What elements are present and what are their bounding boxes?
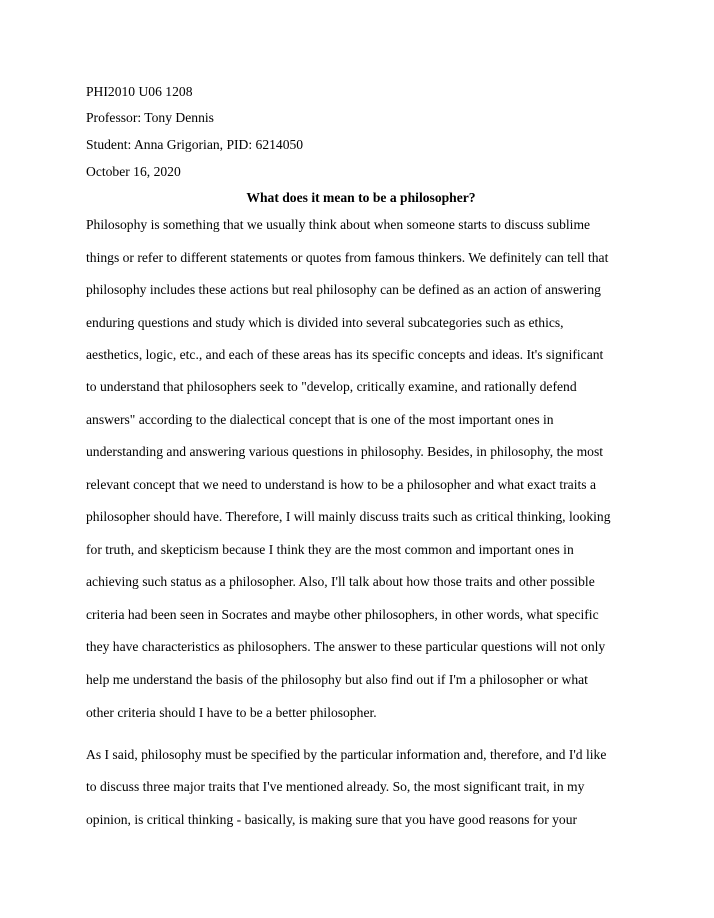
student-line: Student: Anna Grigorian, PID: 6214050 bbox=[86, 137, 304, 152]
paragraph-1-line: criteria had been seen in Socrates and maybe other philosophers, in other words, what specific bbox=[86, 607, 599, 622]
paragraph-1-line: to understand that philosophers seek to "develop, critically examine, and rationally defend bbox=[86, 379, 577, 394]
paragraph-1-line: answers" according to the dialectical concept that is one of the most important ones in bbox=[86, 412, 554, 427]
paragraph-1-line: other criteria should I have to be a better philosopher. bbox=[86, 705, 377, 720]
paragraph-1-line: philosopher should have. Therefore, I will mainly discuss traits such as critical thinking, looking bbox=[86, 509, 611, 524]
professor-line: Professor: Tony Dennis bbox=[86, 110, 214, 125]
paragraph-1-line: help me understand the basis of the philosophy but also find out if I'm a philosopher or what bbox=[86, 672, 588, 687]
course-code: PHI2010 U06 1208 bbox=[86, 84, 193, 99]
paragraph-1-line: things or refer to different statements or quotes from famous thinkers. We definitely can tell that bbox=[86, 250, 609, 265]
paragraph-1-line: philosophy includes these actions but real philosophy can be defined as an action of answering bbox=[86, 282, 601, 297]
paragraph-1-line: aesthetics, logic, etc., and each of these areas has its specific concepts and ideas. It's significant bbox=[86, 347, 604, 362]
paragraph-1-line: relevant concept that we need to understand is how to be a philosopher and what exact traits a bbox=[86, 477, 596, 492]
paragraph-2-line: opinion, is critical thinking - basically, is making sure that you have good reasons for your bbox=[86, 812, 578, 827]
paragraph-2-line: to discuss three major traits that I've mentioned already. So, the most significant trait, in my bbox=[86, 779, 585, 794]
paragraph-1-line: understanding and answering various questions in philosophy. Besides, in philosophy, the most bbox=[86, 444, 604, 459]
essay-title: What does it mean to be a philosopher? bbox=[246, 190, 476, 205]
paragraph-1-line: for truth, and skepticism because I think they are the most common and important ones in bbox=[86, 542, 574, 557]
paragraph-1-line: achieving such status as a philosopher. Also, I'll talk about how those traits and other possible bbox=[86, 574, 595, 589]
paragraph-1-line: enduring questions and study which is divided into several subcategories such as ethics, bbox=[86, 315, 564, 330]
date-line: October 16, 2020 bbox=[86, 164, 181, 179]
paragraph-2-line: As I said, philosophy must be specified by the particular information and, therefore, and I'd like bbox=[86, 747, 607, 762]
paragraph-1-line: Philosophy is something that we usually think about when someone starts to discuss sublime bbox=[86, 217, 591, 232]
paragraph-1-line: they have characteristics as philosophers. The answer to these particular questions will not only bbox=[86, 639, 606, 654]
